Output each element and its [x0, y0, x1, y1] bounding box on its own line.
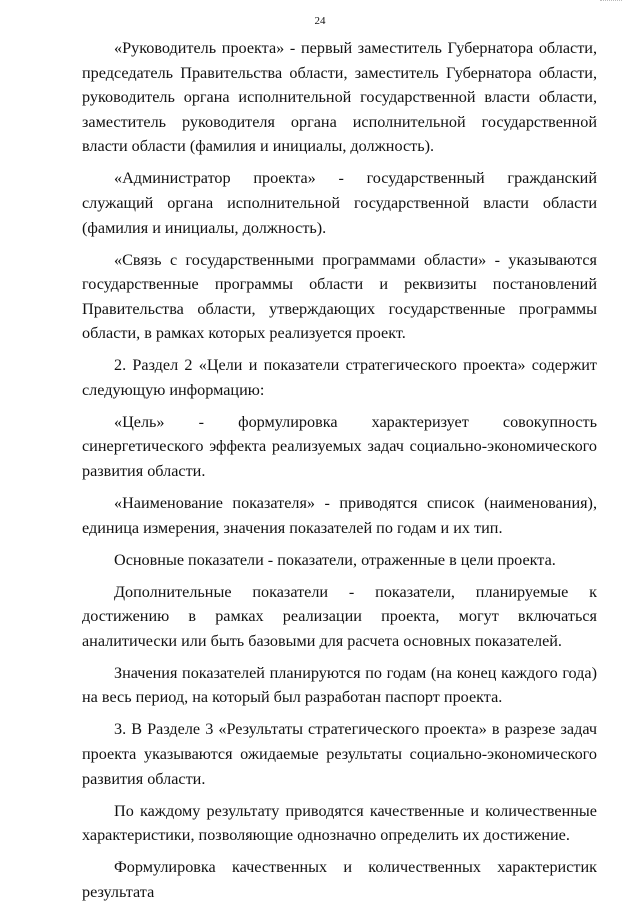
paragraph-section-3: 3. В Разделе 3 «Результаты стратегического проекта» в разрезе задач проекта указываются ожидаемые результаты социально-экономического развития области. [82, 720, 597, 788]
paragraph-project-head: «Руководитель проекта» - первый заместитель Губернатора области, председатель Правительства области, заместитель Губернатора области, руководитель органа исполнительной государственной власти области, заместитель руководителя органа исполнительной государственной власти области (фамилия и инициалы, должность). [82, 39, 597, 156]
paragraph-additional-indicators: Дополнительные показатели - показатели, планируемые к достижению в рамках реализации проекта, могут включаться аналитически или быть базовыми для расчета основных показателей. [82, 582, 597, 650]
paragraph-result-characteristics: По каждому результату приводятся качественные и количественные характеристики, позволяющие однозначно определить их достижение. [82, 801, 597, 845]
paragraph-indicator-name: «Наименование показателя» - приводятся список (наименования), единица измерения, значения показателей по годам и их тип. [82, 494, 597, 537]
paragraph-characteristics-wording: Формулировка качественных и количественных характеристик результата [82, 858, 597, 901]
page-number: 24 [314, 15, 326, 27]
paragraph-state-programs-link: «Связь с государственными программами области» - указываются государственные программы области и реквизиты постановлений Правительства области, утверждающих государственные программы области, в рамках которых реализуется проект. [82, 250, 597, 343]
paragraph-project-admin: «Администратор проекта» - государственный гражданский служащий органа исполнительной государственной власти области (фамилия и инициалы, должность). [82, 169, 597, 237]
paragraph-goal: «Цель» - формулировка характеризует совокупность синергетического эффекта реализуемых задач социально-экономического развития области. [82, 412, 597, 481]
paragraph-section-2: 2. Раздел 2 «Цели и показатели стратегического проекта» содержит следующую информацию: [82, 356, 597, 399]
corner-mark [600, 0, 622, 3]
body-text [82, 36, 597, 912]
paragraph-main-indicators: Основные показатели - показатели, отраженные в цели проекта. [114, 550, 556, 569]
paragraph-indicator-values: Значения показателей планируются по годам (на конец каждого года) на весь период, на который был разработан паспорт проекта. [82, 663, 597, 707]
